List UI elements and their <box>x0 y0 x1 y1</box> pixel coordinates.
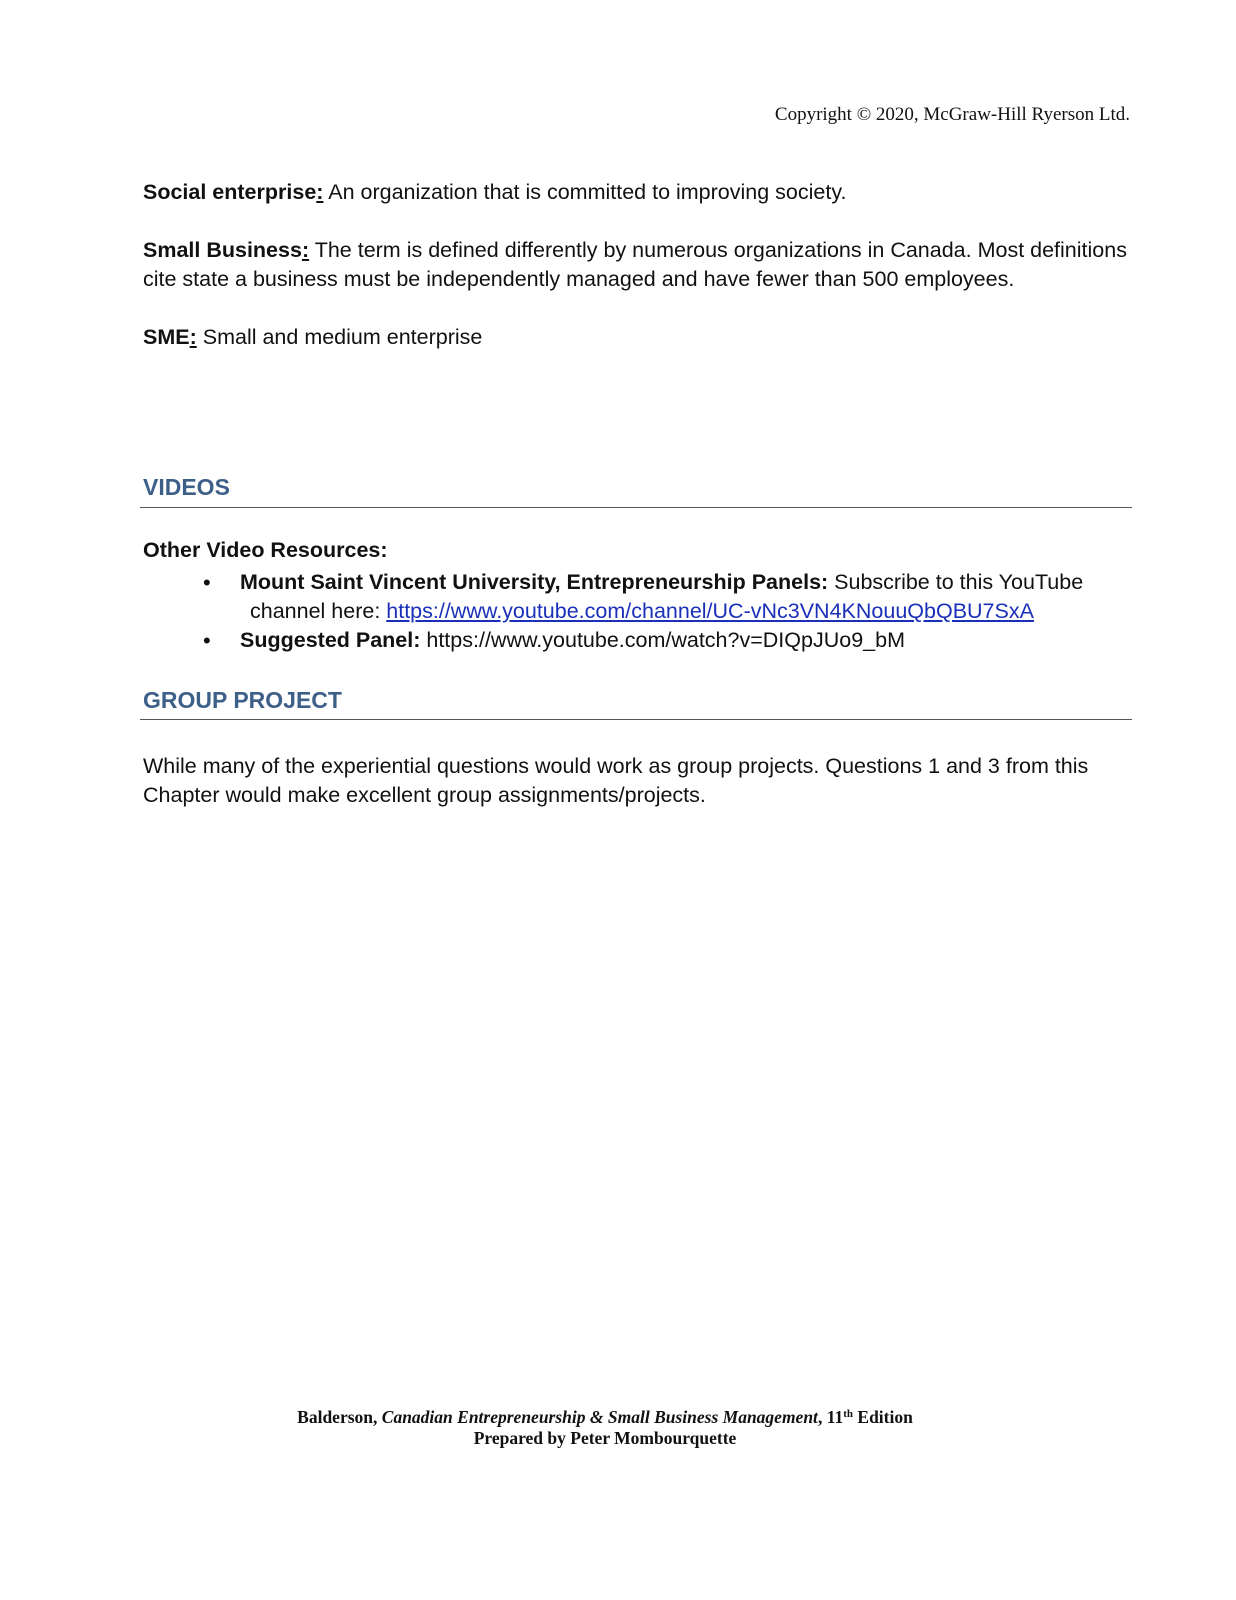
footer-prepared-by: Prepared by Peter Mombourquette <box>473 1428 737 1448</box>
copyright-notice: Copyright © 2020, McGraw-Hill Ryerson Ltd. <box>774 104 1130 125</box>
term-colon: : <box>301 238 310 262</box>
videos-heading: VIDEOS <box>143 474 230 500</box>
glossary-terms <box>143 178 1133 352</box>
term-name: Social enterprise <box>143 180 317 204</box>
group-project-heading: GROUP PROJECT <box>143 687 342 713</box>
bullet-icon: • <box>203 570 211 595</box>
term-definition: The term is defined differently by numerous organizations in Canada. Most definitions cite state a business must be independently managed and have fewer than 500 employees. <box>143 238 1127 291</box>
videos-divider <box>140 507 1132 508</box>
footer-book-title: Canadian Entrepreneurship & Small Business Management <box>381 1407 818 1427</box>
bullet-icon: • <box>203 628 211 653</box>
term-colon: : <box>189 325 197 349</box>
group-project-divider <box>140 719 1132 720</box>
footer-edition-num: , 11 <box>817 1407 844 1427</box>
resource-label: Mount Saint Vincent University, Entrepreneurship Panels: <box>240 570 829 594</box>
term-small-business <box>143 236 1133 294</box>
term-colon: : <box>316 180 324 204</box>
term-social-enterprise <box>143 178 1133 207</box>
resource-label: Suggested Panel: <box>240 628 421 652</box>
footer-author: Balderson, <box>297 1407 382 1427</box>
list-item <box>143 626 1133 655</box>
term-sme <box>143 323 1133 352</box>
footer-citation <box>0 1404 1210 1428</box>
group-project-text: While many of the experiential questions would work as group projects. Questions 1 and 3 from this Chapter would make excellent group assignments/projects. <box>143 754 1089 807</box>
term-name: SME <box>143 325 190 349</box>
footer-edition-word: Edition <box>853 1407 913 1427</box>
term-name: Small Business <box>143 238 302 262</box>
list-item <box>143 568 1133 626</box>
suggested-panel-url: https://www.youtube.com/watch?v=DIQpJUo9_bM <box>420 628 905 652</box>
page-footer <box>0 1404 1210 1449</box>
footer-edition-sup: th <box>843 1408 854 1420</box>
other-video-resources-heading: Other Video Resources: <box>143 538 388 562</box>
youtube-channel-link[interactable]: https://www.youtube.com/channel/UC-vNc3VN4KNouuQbQBU7SxA <box>386 599 1034 623</box>
term-definition: Small and medium enterprise <box>196 325 483 349</box>
term-definition: An organization that is committed to improving society. <box>323 180 847 204</box>
video-resource-list <box>143 568 1133 655</box>
resource-text: Subscribe to this YouTube <box>828 570 1084 594</box>
resource-cont-text: channel here: <box>250 599 387 623</box>
